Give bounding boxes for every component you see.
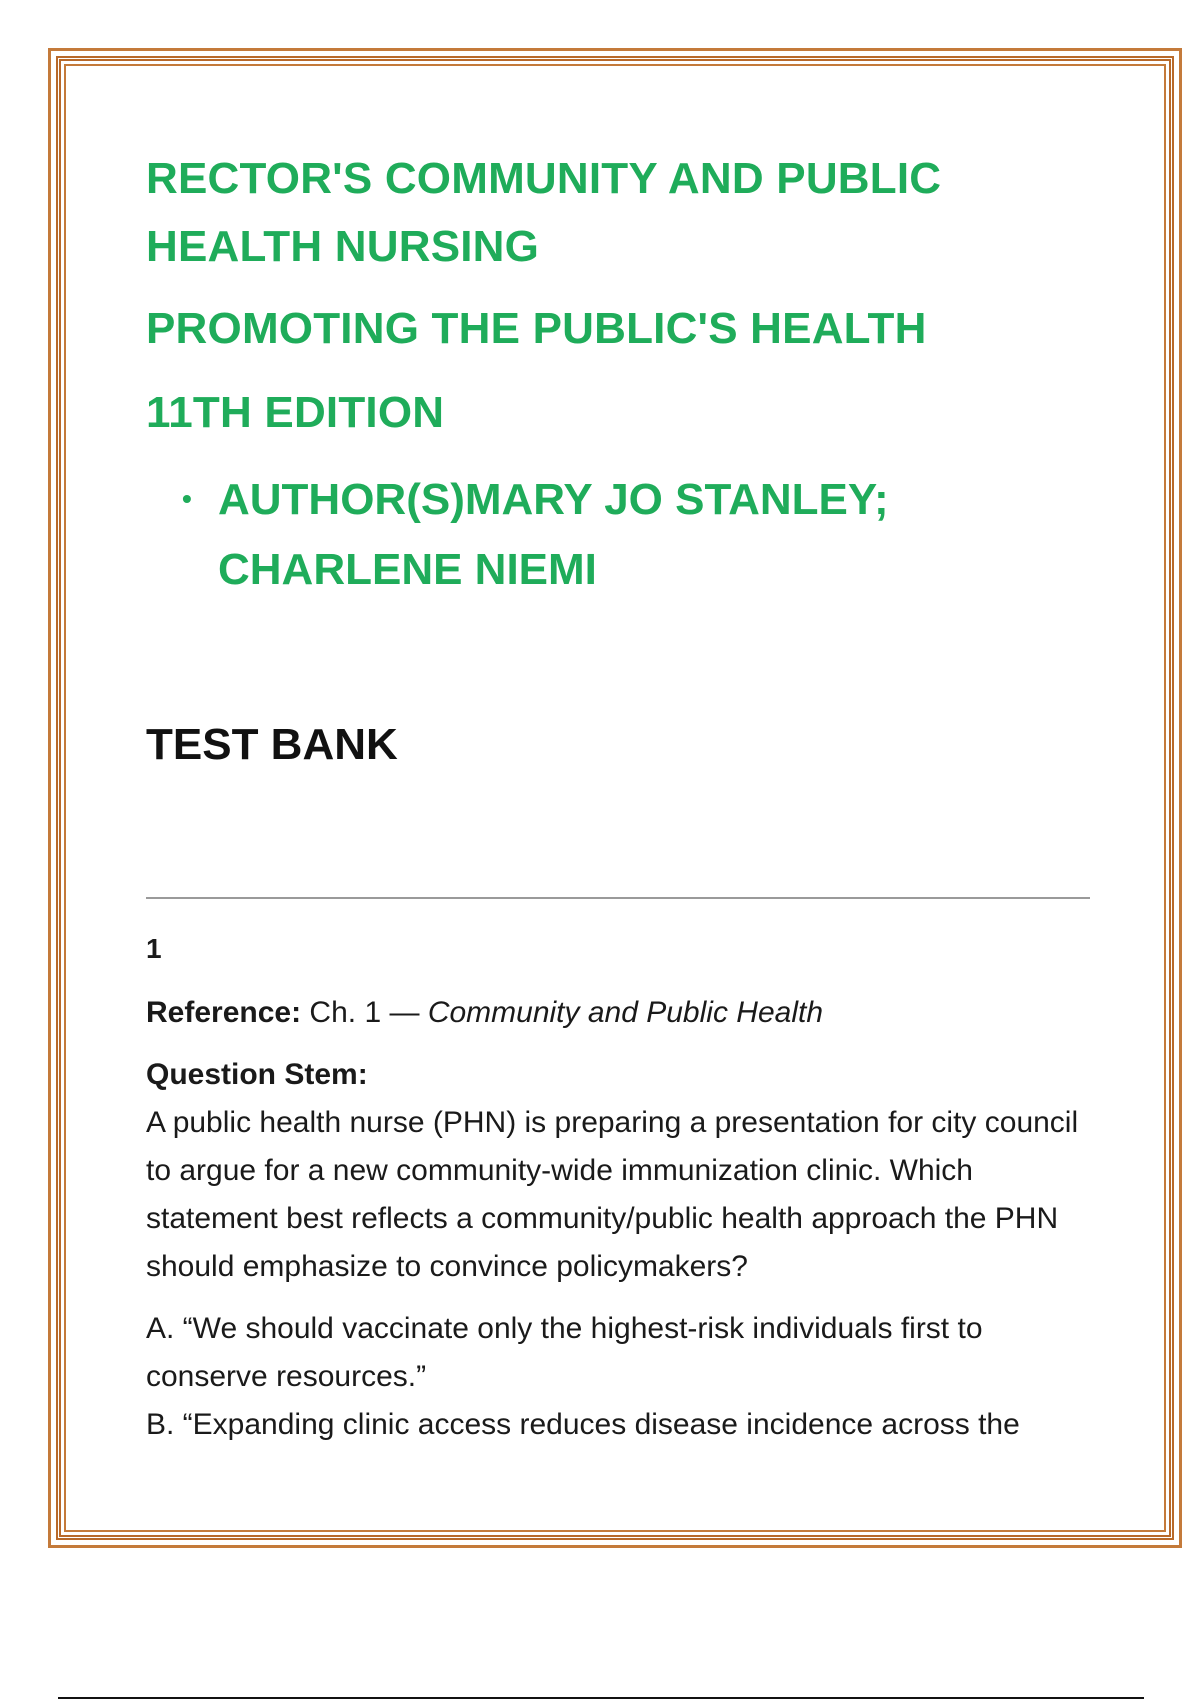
- answer-option-a: A. “We should vaccinate only the highest-risk individuals first to conserve resources.”: [146, 1312, 983, 1393]
- book-subtitle: PROMOTING THE PUBLIC'S HEALTH: [146, 304, 927, 353]
- book-edition: 11TH EDITION: [146, 388, 445, 437]
- reference-label: Reference:: [146, 996, 302, 1029]
- book-title-line-1: RECTOR'S COMMUNITY AND PUBLIC: [146, 154, 942, 203]
- answer-option-b: B. “Expanding clinic access reduces disease incidence across the: [146, 1408, 1020, 1441]
- bullet-icon: •: [182, 483, 192, 514]
- reference-title: Community and Public Health: [427, 996, 823, 1029]
- question-stem-text: A public health nurse (PHN) is preparing a presentation for city council to argue for a new community-wide immunization clinic. Which statement best reflects a community/public health approach the PHN should emphasize to convince policymakers?: [146, 1106, 1079, 1283]
- question-stem-label: Question Stem:: [146, 1058, 368, 1091]
- question-reference: [146, 993, 1090, 1033]
- section-heading: TEST BANK: [146, 720, 398, 769]
- section-divider: [146, 897, 1090, 899]
- author-line-2: CHARLENE NIEMI: [218, 545, 597, 594]
- reference-chapter: Ch. 1 —: [309, 996, 420, 1029]
- author-line-1: AUTHOR(S)MARY JO STANLEY;: [218, 475, 889, 524]
- question-number: 1: [146, 933, 162, 964]
- book-title-line-2: HEALTH NURSING: [146, 222, 540, 271]
- author-list-item: [146, 465, 1090, 605]
- page-content: [146, 145, 1090, 1449]
- page-bottom-rule: [58, 1697, 1144, 1699]
- author-text-block: [218, 465, 889, 605]
